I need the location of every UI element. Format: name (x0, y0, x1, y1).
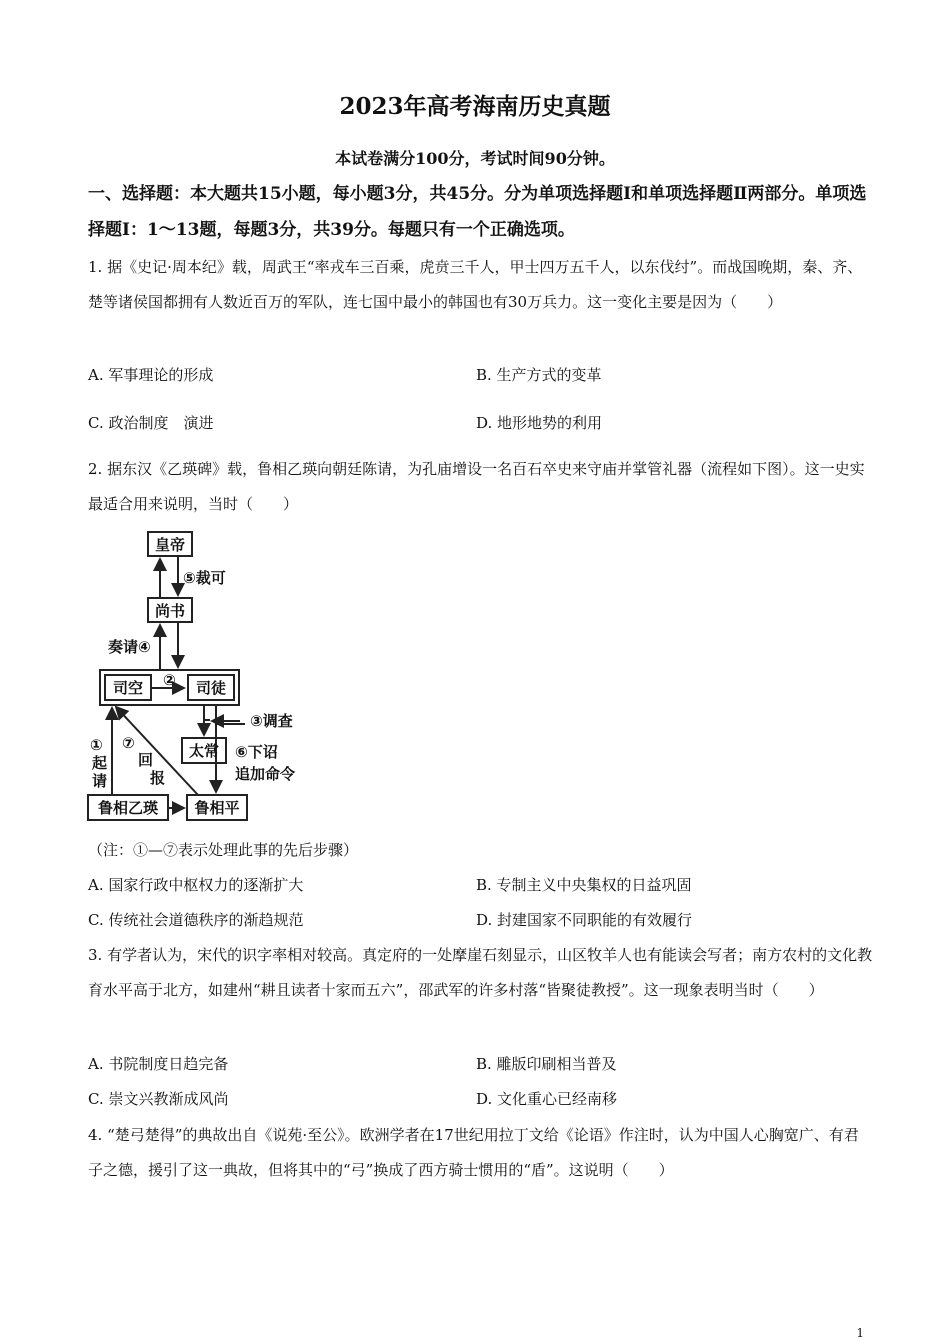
shangshu-label: 尚书 (154, 602, 186, 620)
q2-option-c[interactable]: C. 传统社会道德秩序的渐趋规范 (88, 911, 304, 929)
step7a-label: ⑦ (122, 734, 135, 752)
taichang-label: 太常 (188, 742, 220, 760)
section-heading: 一、选择题：本大题共15小题，每小题3分，共45分。分为单项选择题Ⅰ和单项选择题Ⅱ两部分。单项选择题Ⅰ：1～13题，每题3分，共39分。每题只有一个正确选项。 (88, 184, 867, 240)
emperor-label: 皇帝 (154, 536, 186, 554)
q4-stem: 4. “楚弓楚得”的典故出自《说苑·至公》。欧洲学者在17世纪用拉丁文给《论语》作注时，认为中国人心胸宽广、有君子之德，援引了这一典故，但将其中的“弓”换成了西方骑士惯用的“盾”。这说明（ ） (88, 1126, 859, 1179)
q2-diagram-note: （注：①—⑦表示处理此事的先后步骤） (88, 841, 359, 859)
yiying-label: 鲁相乙瑛 (97, 799, 159, 817)
q1-option-d[interactable]: D. 地形地势的利用 (476, 414, 603, 432)
q2-option-a[interactable]: A. 国家行政中枢权力的逐渐扩大 (88, 876, 304, 894)
q3-option-a[interactable]: A. 书院制度日趋完备 (88, 1055, 229, 1073)
q3-option-b[interactable]: B. 雕版印刷相当普及 (476, 1055, 617, 1073)
step3-label: ③调查 (250, 712, 293, 730)
sikong-label: 司空 (112, 679, 144, 697)
step4-label: 奏请④ (108, 638, 151, 656)
q2-stem: 2. 据东汉《乙瑛碑》载，鲁相乙瑛向朝廷陈请，为孔庙增设一名百石卒史来守庙并掌管礼器（流程如下图）。这一史实最适合用来说明，当时（ ） (88, 460, 865, 513)
situ-label: 司徒 (195, 679, 227, 697)
step1a-label: ① (90, 736, 103, 754)
q2-option-d[interactable]: D. 封建国家不同职能的有效履行 (476, 911, 693, 929)
page-title: 2023年高考海南历史真题 (339, 93, 611, 120)
step7b-label: 回 (138, 751, 154, 769)
step1b-label: 起 (92, 754, 108, 772)
q2-flow-diagram (80, 525, 340, 825)
q1-stem: 1. 据《史记·周本纪》载，周武王“率戎车三百乘，虎贲三千人，甲士四万五千人，以东伐纣”。而战国晚期，秦、齐、楚等诸侯国都拥有人数近百万的军队，连七国中最小的韩国也有30万兵力。这一变化主要是因为（ ） (88, 258, 863, 311)
q2-option-b[interactable]: B. 专制主义中央集权的日益巩固 (476, 876, 692, 894)
q3-stem: 3. 有学者认为，宋代的识字率相对较高。真定府的一处摩崖石刻显示，山区牧羊人也有能读会写者；南方农村的文化教育水平高于北方，如建州“耕且读者十家而五六”，邵武军的许多村落“皆聚徒教授”。这一现象表明当时（ ） (88, 946, 873, 999)
q3-option-d[interactable]: D. 文化重心已经南移 (476, 1090, 618, 1108)
q3-option-c[interactable]: C. 崇文兴教渐成风尚 (88, 1090, 229, 1108)
step7c-label: 报 (150, 769, 166, 787)
step2-label: ② (163, 671, 176, 689)
step5-label: ⑤裁可 (183, 569, 226, 587)
step1c-label: 请 (92, 772, 108, 790)
q1-option-a[interactable]: A. 军事理论的形成 (88, 366, 214, 384)
step6a-label: ⑥下诏 (235, 743, 278, 761)
luxiangping-label: 鲁相平 (194, 799, 240, 817)
exam-subtitle: 本试卷满分100分，考试时间90分钟。 (335, 149, 615, 168)
page-number: 1 (856, 1326, 864, 1340)
step6b-label: 追加命令 (235, 765, 296, 783)
q1-option-b[interactable]: B. 生产方式的变革 (476, 366, 602, 384)
q1-option-c[interactable]: C. 政治制度 演进 (88, 414, 214, 432)
